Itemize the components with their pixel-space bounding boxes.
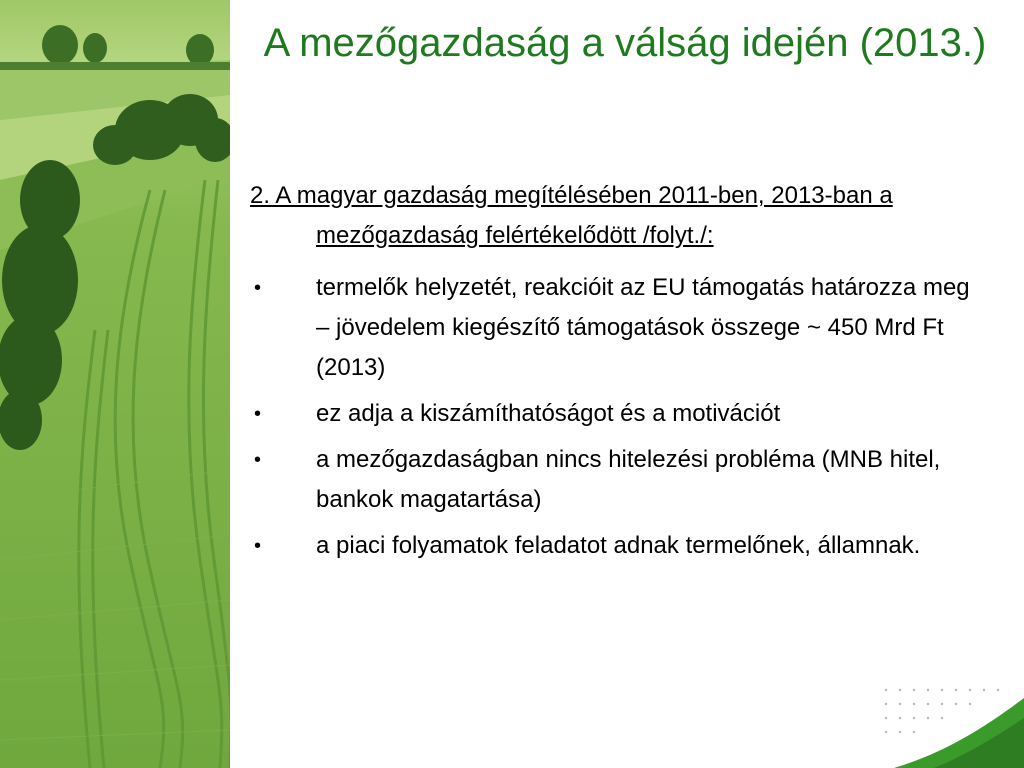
- slide-content: [250, 176, 970, 572]
- agricultural-field-photo: [0, 0, 230, 768]
- slide-title: A mezőgazdaság a válság idején (2013.): [263, 21, 987, 65]
- bullet-icon: •: [254, 403, 262, 425]
- bullet-item: [250, 268, 970, 388]
- bullet-icon: •: [254, 535, 262, 557]
- section-heading: 2. A magyar gazdaság megítélésében 2011-ben, 2013-ban a mezőgazdaság felértékelődött /folyt./:: [250, 182, 893, 249]
- bullet-item: [250, 440, 970, 520]
- bullet-text: a mezőgazdaságban nincs hitelezési probléma (MNB hitel, bankok magatartása): [316, 446, 941, 513]
- bullet-item: [250, 394, 970, 434]
- bullet-icon: •: [254, 449, 262, 471]
- bullet-icon: •: [254, 277, 262, 299]
- bullet-list: [250, 268, 970, 566]
- decorative-corner-swoosh: [874, 698, 1024, 768]
- bullet-item: [250, 526, 970, 566]
- bullet-text: a piaci folyamatok feladatot adnak termelőnek, államnak.: [316, 532, 921, 559]
- bullet-text: ez adja a kiszámíthatóságot és a motivációt: [316, 400, 781, 427]
- bullet-text: termelők helyzetét, reakcióit az EU támogatás határozza meg – jövedelem kiegészítő támogatások összege ~ 450 Mrd Ft (2013): [316, 274, 970, 381]
